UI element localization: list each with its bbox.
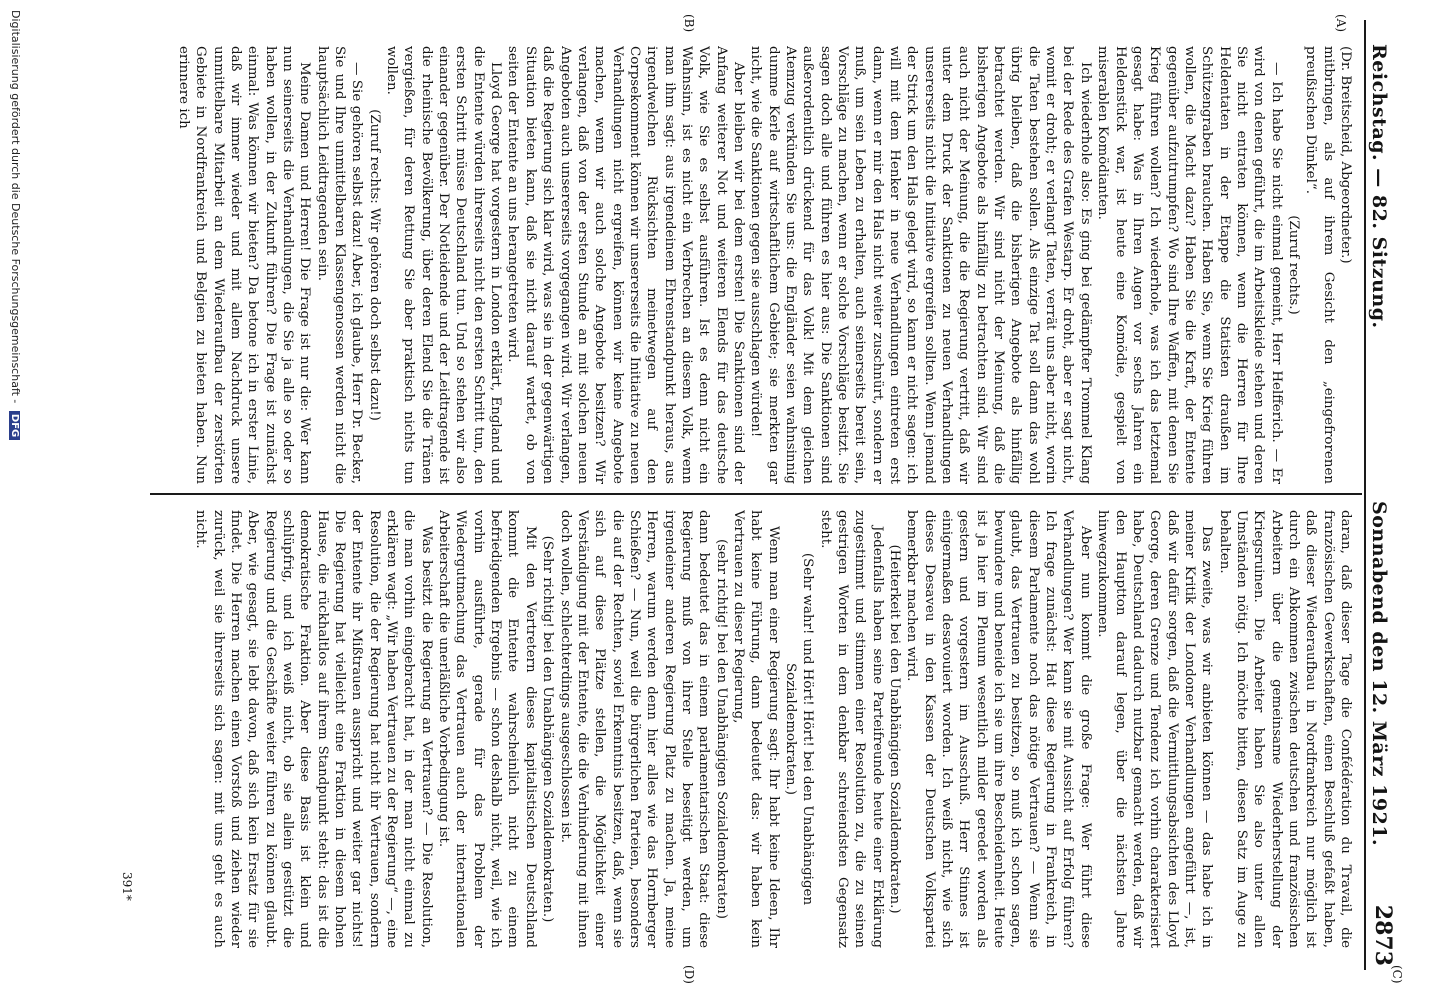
column-divider: [150, 493, 1362, 495]
speaker-line: (Dr. Breitscheid, Abgeordneter.): [1338, 46, 1353, 264]
interjection: (Heiterkeit bei den Unabhängigen Sozialdemokraten.): [887, 544, 903, 914]
margin-mark-c: (C): [1390, 965, 1404, 984]
paragraph: Ich wiederhole also: Es ging bei gedämpfter Trommel Klang bei der Rede des Grafen Westarp. Er droht, aber er sagt nicht, womit er droht; er verlangt Taten, verrät uns aber nicht, worin die Taten bestehen sollen. Als einzige Tat soll dann das wohl übrig bleiben, daß die bisherigen Angebote als hinfällig betrachtet werden. Wir sind nicht der Meinung, daß die bisherigen Angebote als hinfällig zu betrachten sind. Wir sind auch nicht der Meinung, die die Regierung vertritt, daß wir unter dem Druck der Sanktionen zu neuen Verhandlungen unsererseits nicht die Initiative ergreifen sollten. Wenn jemand der Strick um den Hals gelegt wird, so kann er nicht sagen: ich will mit dem Henker in neue Verhandlungen eintreten erst dann, wenn er mir den Hals nicht weiter zuschnürt, sondern er muß, um sein Leben zu erhalten, auch seinerseits bereit sein, Vorschläge zu machen, wenn er solche Vorschläge besitzt. Sie sagen doch alle und führen es hier aus: Die Sanktionen sind außerordentlich drückend für das Volk! Mit dem gleichen Atemzug verkünden Sie uns: die Engländer seien wahnsinnig dumme Kerle auf wirtschaftlichem Gebiete; sie merkten gar nicht, wie die Sanktionen gegen sie ausschlagen würden!: [748, 46, 1093, 484]
interjection: (Zuruf rechts.): [1285, 215, 1301, 315]
interjection: (Sehr wahr! und Hört! Hört! bei den Unabhängigen Sozialdemokraten.): [783, 552, 816, 906]
paragraph: — Sie gehören selbst dazu! Aber, ich glaube, Herr Dr. Becker, Sie und Ihre unmittelbaren Klassengenossen werden nicht die hauptsächlich Leidtragenden sein.: [314, 46, 365, 484]
paragraph: Lloyd George hat vorgestern in London erklärt, England und die Entente würden ihrerseits nicht den ersten Schritt tun, den ersten Schritt müsse Deutschland tun. Und so stehen wir also einander gegenüber. Der Notleidende und der Leidtragende ist die rheinische Bevölkerung, über deren Elend Sie die Tränen vergießen, für deren Rettung Sie aber praktisch nichts tun wollen.: [384, 46, 504, 484]
interjection: (Sehr richtig! bei den Unabhängigen Sozialdemokraten.): [540, 535, 556, 923]
page-number: 2873: [1370, 904, 1396, 966]
header-left: Reichstag. — 82. Sitzung.: [1368, 44, 1390, 329]
paragraph: Aber nun kommt die große Frage: Wer führt diese Verhandlungen? Wer kann sie mit Aussicht auf Erfolg führen? Ich frage zunächst: Hat diese Regierung in Frankreich, in diesem Parlamente noch das nötige Vertrauen? — Wenn sie glaubt, das Vertrauen zu besitzen, so muß ich schon sagen, bewundere und beneide ich sie um ihre Bescheidenheit. Heute ist ja hier im Plenum wesentlich milder geredet worden als gestern und vorgestern im Ausschuß. Herr Stinnes ist einigermaßen desavouiert worden. Ich weiß nicht, wie sich dieses Desaveu in den Kassen der Deutschen Volkspartei bemerkbar machen wird.: [904, 510, 1093, 948]
paragraph: Was besitzt die Regierung an Vertrauen? — Die Resolution, die man vorhin eingebracht hat, in der man nicht einmal zu erklären wagt: „Wir haben Vertrauen zu der Regierung“ —, eine Resolution, die der Regierung hat nicht ihr Vertrauen, sondern der Entente ihr Mißtrauen ausspricht und weiter gar nichts! Die Regierung hat vielleicht eine Fraktion in diesem hohen Hause, die rückhaltlos auf ihrem Standpunkt steht: das ist die demokratische Fraktion. Aber diese Basis ist klein und schlüpfrig, und ich weiß nicht, ob sie allein gestützt die Regierung und die Geschäfte weiter führen zu können glaubt. Aber, wie gesagt, sie lebt davon, daß sich kein Ersatz für sie findet. Die Herren machen einen Vorstoß und ziehen wieder zurück, weil sie ihrerseits sich sagen: mit uns geht es auch nicht.: [193, 510, 434, 948]
page-header: [1364, 26, 1404, 966]
digitization-text: Digitalisierung gefördert durch die Deutsche Forschungsgemeinschaft -: [9, 10, 22, 404]
paragraph: — Ich habe Sie nicht einmal gemeint, Herr Helfferich. — Er wird von denen geführt, die im Arbeitskleide stehen und deren Sie nicht entraten können, wenn die Herren für Ihre Heldentaten in der Etappe die Statisten draußen im Schützengraben brauchen. Haben Sie, wenn Sie Krieg führen wollen, die Macht dazu? Haben Sie die Kraft, der Entente gegenüber aufzutrumpfen? Wo sind Ihre Waffen, mit denen Sie Krieg führen wollen? Ich wiederhole, was ich das letztemal gesagt habe: Was in Ihren Augen vor sechs Jahren ein Heldenstück war, ist heute eine Komödie, gespielt von miserablen Komödianten.: [1095, 46, 1284, 484]
left-column: [149, 46, 1354, 484]
interjection: (Zuruf rechts: Wir gehören doch selbst dazu!): [366, 109, 382, 421]
paragraph: dann bedeutet das in einem parlamentarischen Staat: diese Regierung muß von ihrer Stelle beseitigt werden, um irgendeiner anderen Regierung Platz zu machen. Ja, meine Herren, warum werden denn hier alles wie das Hornberger Schießen? — Nun, weil die bürgerlichen Parteien, besonders die auf der Rechten, soviel Erkenntnis besitzen, daß, wenn sie sich auf diese Plätze stellen, die Möglichkeit einer Verständigung mit der Entente, die die Verhinderung mit ihnen doch wollen, schlechterdings ausgeschlossen ist.: [557, 510, 712, 948]
dfg-logo: DFG: [9, 411, 20, 440]
margin-mark-b: (B): [682, 14, 696, 33]
paragraph: Meine Damen und Herren! Die Frage ist nur die: Wer kann nun seinerseits die Verhandlungen, die Sie ja alle so oder so haben wollen, in der Zukunft führen? Die Frage ist zunächst einmal: Was können wir bieten? Da betone ich in erster Linie, daß wir immer wieder und mit allem Nachdruck unsere unmittelbare Mitarbeit an dem Wiederaufbau der zerstörten Gebiete in Nordfrankreich und Belgien zu bieten haben. Nun erinnere ich: [175, 46, 313, 484]
paragraph: Mit den Vertretern dieses kapitalistischen Deutschland kommt die Entente wahrscheinlich nicht zu einem befriedigenden Ergebnis — schon deshalb nicht, weil, wie ich vorhin ausführte, gerade für das Problem der Wiedergutmachung das Vertrauen auch der internationalen Arbeiterschaft die unerläßliche Vorbedingung ist.: [436, 510, 538, 948]
header-rule: [1364, 20, 1366, 970]
signature-mark: 391*: [120, 872, 134, 901]
paragraph: Aber bleiben wir bei dem ersten! Die Sanktionen sind der Anfang weiterer Not und weiteren Elends für das deutsche Volk, wie Sie es selbst ausführen. Ist es denn nicht ein Wahnsinn, ist es nicht ein Verbrechen an diesem Volk, wenn man ihm sagt: aus irgendeinem Ehrenstandpunkt heraus, aus irgendwelchen Rücksichten meinetwegen auf den Corpsekomment können wir unsererseits die Initiative zu neuen Verhandlungen nicht ergreifen, können wir keine Angebote machen, wenn wir auch solche Angebote besitzen? Wir verlangen, daß von der ersten Stunde an mit solchen neuen Angeboten auch unsererseits vorgegangen wird. Wir verlangen, daß die Regierung sich klar wird, was sie in der gegenwärtigen Situation bieten kann, daß sie nicht darauf wartet, ob von seiten der Entente an uns herangetreten wird.: [505, 46, 746, 484]
paragraph: daran, daß dieser Tage die Confédération du Travail, die französischen Gewerkschaften, einen Beschluß gefaßt haben, daß dieser Wiederaufbau in Nordfrankreich nur möglich ist durch ein Abkommen zwischen deutschen und französischen Arbeitern über die gemeinsame Wiederherstellung der Kriegsruinen. Die Arbeiter haben Sie also unter allen Umständen nötig. Ich möchte bitten, diesen Satz im Auge zu behalten.: [1216, 510, 1353, 948]
paragraph: Das zweite, was wir anbieten können — das habe ich in meiner Kritik der Londoner Verhandlungen angeführt —, ist, daß wir dafür sorgen, daß die Vermittlungsabsichten des Lloyd George, deren Grenze und Tendenz ich vorhin charakterisiert habe, Deutschland dadurch nutzbar gemacht werden, daß wir den Hauptton darauf legen, über die nächsten Jahre hinwegzukommen.: [1095, 510, 1215, 948]
paragraph: Jedenfalls haben seine Parteifreunde heute einer Erklärung zugestimmt und stimmen einer Resolution zu, die zu seinen gestrigen Worten in dem denkbar schreiendsten Gegensatz steht.: [817, 510, 885, 948]
margin-mark-d: (D): [682, 965, 696, 984]
margin-mark-a: (A): [1334, 14, 1348, 33]
paragraph: mitbringen, als auf ihrem Gesicht den „eingefrorenen preußischen Dünkel“.: [1303, 46, 1336, 484]
digitization-notice: [9, 10, 22, 1000]
interjection: (sehr richtig! bei den Unabhängigen Sozialdemokraten): [713, 538, 729, 920]
right-column: [149, 510, 1354, 948]
header-center: Sonnabend den 12. März 1921.: [1368, 501, 1390, 847]
paragraph: Wenn man einer Regierung sagt: Ihr habt keine Ideen, Ihr habt keine Führung, dann bedeutet das: wir haben kein Vertrauen zu dieser Regierung,: [730, 510, 781, 948]
